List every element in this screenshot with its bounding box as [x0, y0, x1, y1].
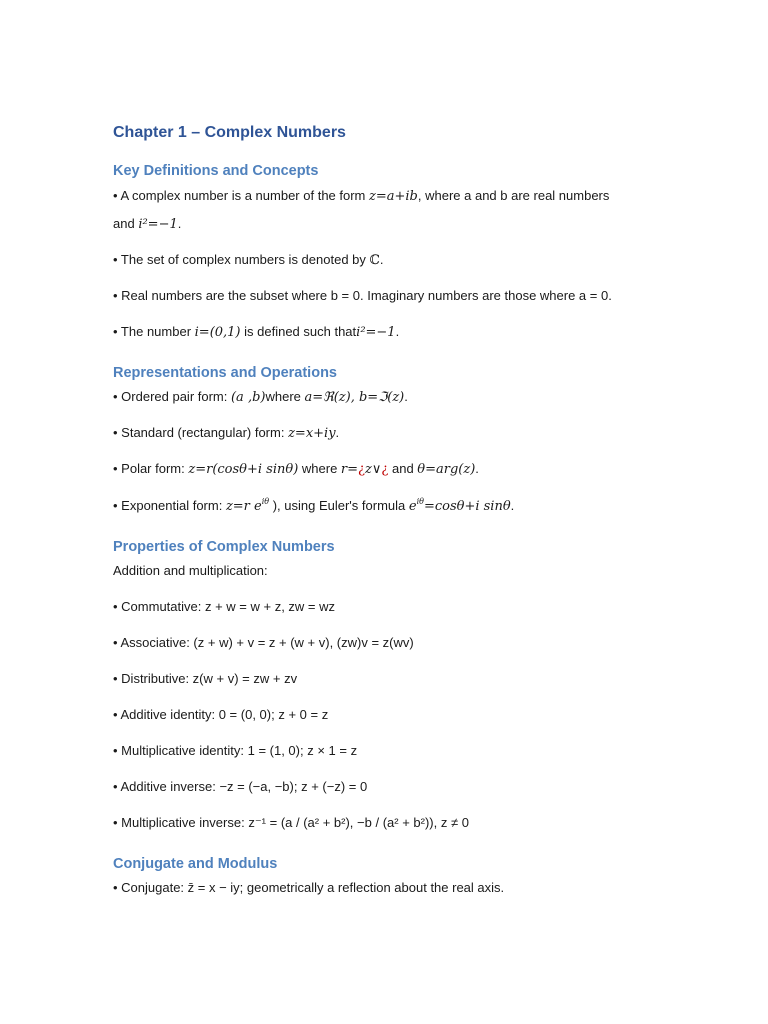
representation-item-4 — [113, 497, 514, 516]
text: • The set of complex numbers is denoted by — [113, 252, 370, 267]
math-expression: ℂ — [369, 253, 380, 268]
section-heading-representations: Representations and Operations — [113, 365, 337, 381]
text: . — [379, 252, 384, 267]
property-item: • Commutative: z + w = w + z, zw = wz — [113, 599, 336, 614]
text: and — [113, 216, 139, 231]
math-part: z∨ — [365, 462, 382, 477]
math-expression: z=a+ib — [369, 189, 418, 204]
math-part: e — [408, 499, 417, 514]
text: where — [265, 389, 305, 404]
text: • A complex number is a number of the form — [113, 188, 370, 203]
property-item: • Distributive: z(w + v) = zw + zv — [113, 671, 298, 686]
text: . — [395, 324, 400, 339]
text: ), using Euler's formula — [269, 498, 409, 513]
math-part: r= — [340, 462, 359, 477]
text: • Ordered pair form: — [113, 389, 231, 404]
math-expression — [226, 499, 269, 514]
text: . — [510, 498, 515, 513]
definition-item-1-line2 — [113, 215, 181, 234]
math-expression: z=r(cosθ+i sinθ) — [188, 462, 299, 477]
text: is defined such that — [240, 324, 357, 339]
math-expression: θ=arg(z) — [417, 462, 476, 477]
text: • Exponential form: — [113, 498, 226, 513]
math-expression: z=x+iy — [288, 426, 336, 441]
text: where — [298, 461, 341, 476]
math-superscript: iθ — [416, 497, 424, 506]
text: • The number — [113, 324, 195, 339]
property-item: • Multiplicative identity: 1 = (1, 0); z × 1 = z — [113, 743, 358, 758]
definition-item-4 — [113, 323, 399, 342]
text: • Polar form: — [113, 461, 189, 476]
properties-intro: Addition and multiplication: — [113, 563, 268, 578]
property-item: • Additive identity: 0 = (0, 0); z + 0 = z — [113, 707, 329, 722]
math-expression: (a ,b) — [230, 390, 266, 405]
definition-item-1-line1 — [113, 187, 609, 206]
math-expression — [409, 499, 511, 514]
text: . — [335, 425, 340, 440]
math-expression: a=ℜ(z), b=ℑ(z) — [304, 390, 405, 405]
math-superscript: iθ — [261, 497, 270, 506]
math-expression — [341, 462, 388, 477]
math-part-red: ¿ — [381, 462, 389, 477]
section-heading-definitions: Key Definitions and Concepts — [113, 163, 319, 179]
math-expression: i²=−1 — [138, 217, 178, 232]
math-part-red: ¿ — [358, 462, 366, 477]
math-expression: i²=−1 — [356, 325, 396, 340]
property-item: • Associative: (z + w) + v = z + (w + v), (zw)v = z(wv) — [113, 635, 414, 650]
property-item: • Multiplicative inverse: z⁻¹ = (a / (a² + b²), −b / (a² + b²)), z ≠ 0 — [113, 815, 469, 830]
representation-item-2 — [113, 424, 339, 443]
chapter-title: Chapter 1 – Complex Numbers — [113, 124, 346, 141]
math-expression: i=(0,1) — [194, 325, 241, 340]
representation-item-3 — [113, 460, 479, 479]
math-part: z=r e — [225, 499, 262, 514]
text: . — [177, 216, 182, 231]
definition-item-3: • Real numbers are the subset where b = 0. Imaginary numbers are those where a = 0. — [113, 288, 612, 303]
text: . — [404, 389, 408, 404]
property-item: • Additive inverse: −z = (−a, −b); z + (−z) = 0 — [113, 779, 368, 794]
text: • Standard (rectangular) form: — [113, 425, 289, 440]
text: and — [388, 461, 418, 476]
math-part: =cosθ+i sinθ — [423, 499, 511, 514]
section-heading-conjugate: Conjugate and Modulus — [113, 856, 278, 872]
conjugate-item: • Conjugate: z̄ = x − iy; geometrically a reflection about the real axis. — [113, 880, 505, 895]
text: , where a and b are real numbers — [417, 188, 610, 203]
section-heading-properties: Properties of Complex Numbers — [113, 539, 335, 555]
representation-item-1 — [113, 388, 408, 407]
text: . — [475, 461, 479, 476]
definition-item-2 — [113, 251, 384, 270]
